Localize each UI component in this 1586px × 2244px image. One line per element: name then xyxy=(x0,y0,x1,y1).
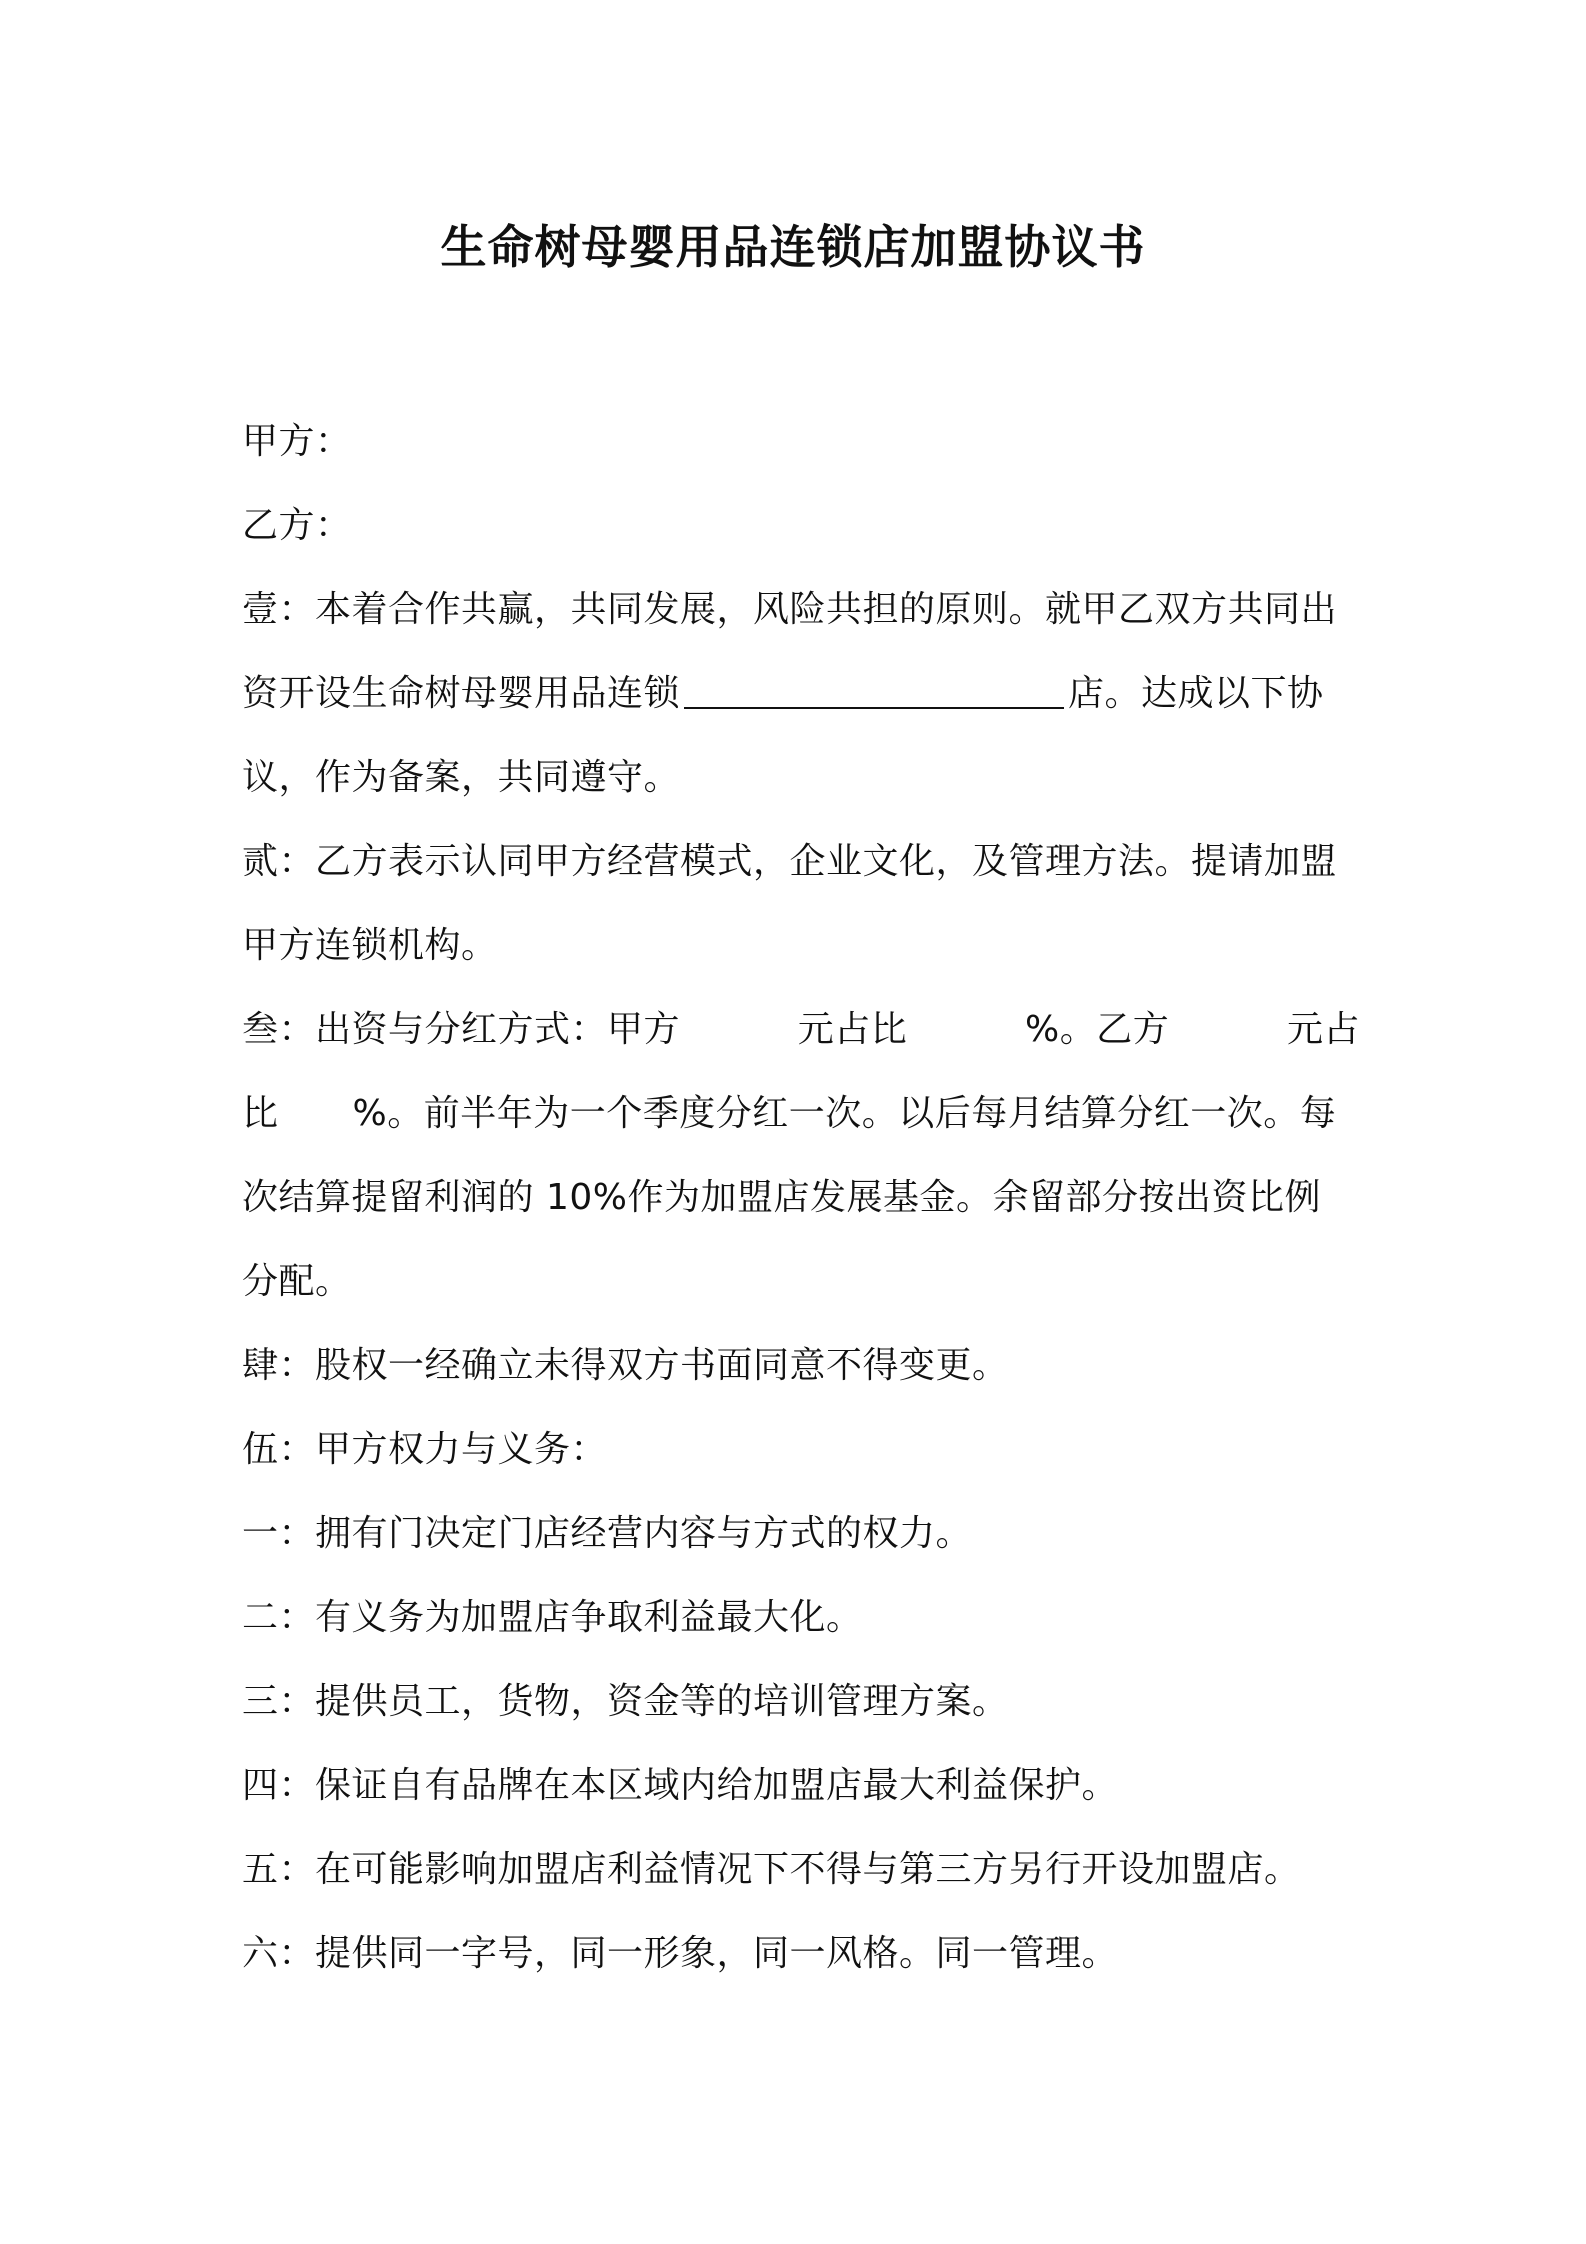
clause-3-line-4: 分配。 xyxy=(242,1261,352,1302)
store-name-blank xyxy=(684,661,1064,709)
obligation-item: 三：提供员工，货物，资金等的培训管理方案。 xyxy=(242,1681,1009,1722)
clause-1-text-a: 资开设生命树母婴用品连锁 xyxy=(242,673,681,714)
clause-4: 肆：股权一经确立未得双方书面同意不得变更。 xyxy=(242,1345,1009,1386)
clause-2-line-1: 贰：乙方表示认同甲方经营模式，企业文化，及管理方法。提请加盟 xyxy=(242,841,1338,882)
obligation-item: 二：有义务为加盟店争取利益最大化。 xyxy=(242,1597,863,1638)
obligation-item: 五：在可能影响加盟店利益情况下不得与第三方另行开设加盟店。 xyxy=(242,1849,1301,1890)
clause-3-dividend-text: %。前半年为一个季度分红一次。以后每月结算分红一次。每 xyxy=(352,1093,1337,1134)
clause-5: 伍：甲方权力与义务： xyxy=(242,1429,608,1470)
party-a-line: 甲方： xyxy=(242,421,352,462)
clause-3-line-1 xyxy=(242,988,1360,1072)
clause-3-ratio-label: 比 xyxy=(242,1093,279,1134)
clause-1-line-2 xyxy=(242,652,1360,736)
clause-1-line-3: 议，作为备案，共同遵守。 xyxy=(242,757,681,798)
clause-3-party-b-amount: %。乙方 xyxy=(1025,1009,1170,1050)
document-title: 生命树母婴用品连锁店加盟协议书 xyxy=(440,220,1146,274)
clause-3-party-b-ratio: 元占 xyxy=(1286,1009,1360,1050)
clause-2-line-2: 甲方连锁机构。 xyxy=(242,925,498,966)
clause-3-line-2 xyxy=(242,1072,1360,1156)
clause-3-party-a-amount: 叁：出资与分红方式：甲方 xyxy=(242,1009,681,1050)
clause-3-party-a-ratio: 元占比 xyxy=(797,1009,908,1050)
obligation-item: 一：拥有门决定门店经营内容与方式的权力。 xyxy=(242,1513,973,1554)
clause-1-line-1: 壹：本着合作共赢，共同发展，风险共担的原则。就甲乙双方共同出 xyxy=(242,589,1338,630)
obligation-item: 四：保证自有品牌在本区域内给加盟店最大利益保护。 xyxy=(242,1765,1119,1806)
party-b-line: 乙方： xyxy=(242,505,352,546)
obligation-item: 六：提供同一字号，同一形象，同一风格。同一管理。 xyxy=(242,1933,1119,1974)
document-body xyxy=(242,400,1360,1996)
clause-1-text-b: 店。达成以下协 xyxy=(1068,673,1324,714)
clause-3-line-3: 次结算提留利润的 10%作为加盟店发展基金。余留部分按出资比例 xyxy=(242,1177,1321,1218)
